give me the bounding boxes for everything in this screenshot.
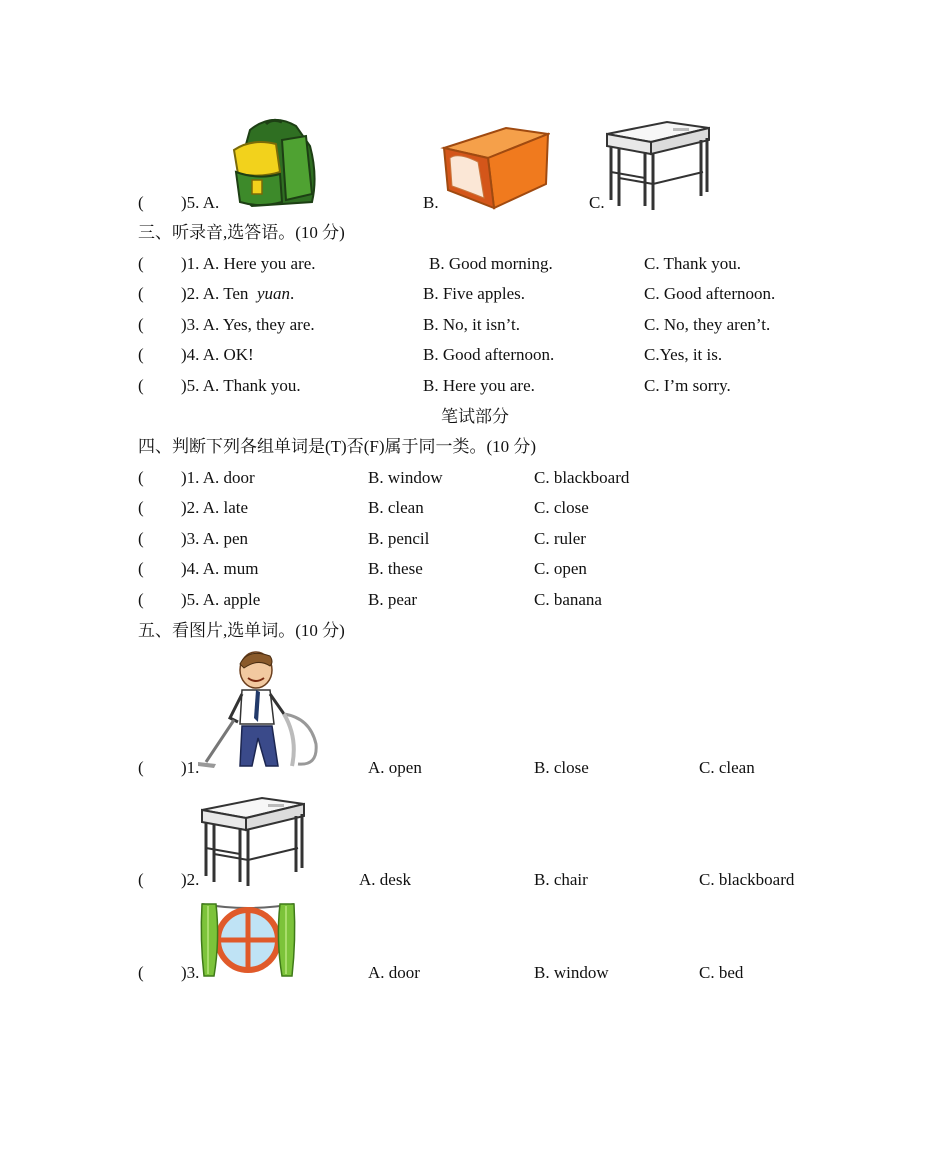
option-b: B. Five apples. xyxy=(423,284,525,303)
option-a: )5. A. Thank you. xyxy=(181,376,301,395)
option-a: )2. A. Ten yuan. xyxy=(181,284,295,303)
option-b: B. Good morning. xyxy=(429,254,553,273)
option-c: C. bed xyxy=(699,963,744,982)
option-a: )2. A. late xyxy=(181,498,249,517)
option-c: C. close xyxy=(534,498,589,517)
section4-heading: 四、判断下列各组单词是(T)否(F)属于同一类。(10 分) xyxy=(138,437,537,456)
paren: ( xyxy=(138,758,144,777)
option-c: C. I’m sorry. xyxy=(644,376,731,395)
section3-heading: 三、听录音,选答语。(10 分) xyxy=(138,223,345,242)
paren: ( xyxy=(138,284,144,303)
item-number: )3. xyxy=(181,963,200,982)
option-b: B. pencil xyxy=(368,529,430,548)
paren: ( xyxy=(138,254,144,273)
option-a: )1. A. Here you are. xyxy=(181,254,316,273)
option-c: C. ruler xyxy=(534,529,586,548)
paren: ( xyxy=(138,870,144,889)
paren: ( xyxy=(138,559,144,578)
option-c: C. banana xyxy=(534,590,602,609)
paren: ( xyxy=(138,376,144,395)
paren: ( xyxy=(138,345,144,364)
option-c: C. No, they aren’t. xyxy=(644,315,771,334)
option-a: A. desk xyxy=(359,870,411,889)
option-c: C. blackboard xyxy=(534,468,630,487)
paren: ( xyxy=(138,529,144,548)
option-b: B. window xyxy=(368,468,443,487)
option-b: B. close xyxy=(534,758,589,777)
option-b: B. chair xyxy=(534,870,588,889)
option-a: )4. A. OK! xyxy=(181,345,254,364)
option-c: C.Yes, it is. xyxy=(644,345,723,364)
option-c: C. blackboard xyxy=(699,870,795,889)
option-a: )1. A. door xyxy=(181,468,255,487)
paren: ( xyxy=(138,468,144,487)
paren: ( xyxy=(138,498,144,517)
window-icon xyxy=(198,900,298,982)
option-a: A. open xyxy=(368,758,422,777)
item-number: )1. xyxy=(181,758,200,777)
book-icon xyxy=(438,124,550,210)
option-c: C. Good afternoon. xyxy=(644,284,776,303)
paren: ( xyxy=(138,315,144,334)
option-b: B. window xyxy=(534,963,609,982)
item-number: )2. xyxy=(181,870,200,889)
option-c: C. Thank you. xyxy=(644,254,741,273)
option-b: B. clean xyxy=(368,498,424,517)
option-a: )3. A. pen xyxy=(181,529,249,548)
q5-option-b: B. xyxy=(423,193,439,212)
q5-paren: ( xyxy=(138,193,144,212)
option-c: C. clean xyxy=(699,758,755,777)
italic-word: yuan xyxy=(256,284,290,303)
section5-heading: 五、看图片,选单词。(10 分) xyxy=(138,621,345,640)
option-b: B. Good afternoon. xyxy=(423,345,555,364)
option-a: )3. A. Yes, they are. xyxy=(181,315,315,334)
desk-icon xyxy=(198,796,308,888)
option-b: B. pear xyxy=(368,590,418,609)
option-a: )5. A. apple xyxy=(181,590,261,609)
backpack-icon xyxy=(222,116,322,210)
option-b: B. No, it isn’t. xyxy=(423,315,520,334)
q5-option-c: C. xyxy=(589,193,605,212)
paren: ( xyxy=(138,963,144,982)
option-b: B. these xyxy=(368,559,423,578)
option-b: B. Here you are. xyxy=(423,376,535,395)
option-a: A. door xyxy=(368,963,420,982)
written-part-title: 笔试部分 xyxy=(441,407,509,426)
paren: ( xyxy=(138,590,144,609)
desk-icon xyxy=(603,120,713,212)
q5-number: )5. A. xyxy=(181,193,220,212)
option-c: C. open xyxy=(534,559,587,578)
option-a: )4. A. mum xyxy=(181,559,259,578)
man-vacuuming-icon xyxy=(198,648,322,772)
